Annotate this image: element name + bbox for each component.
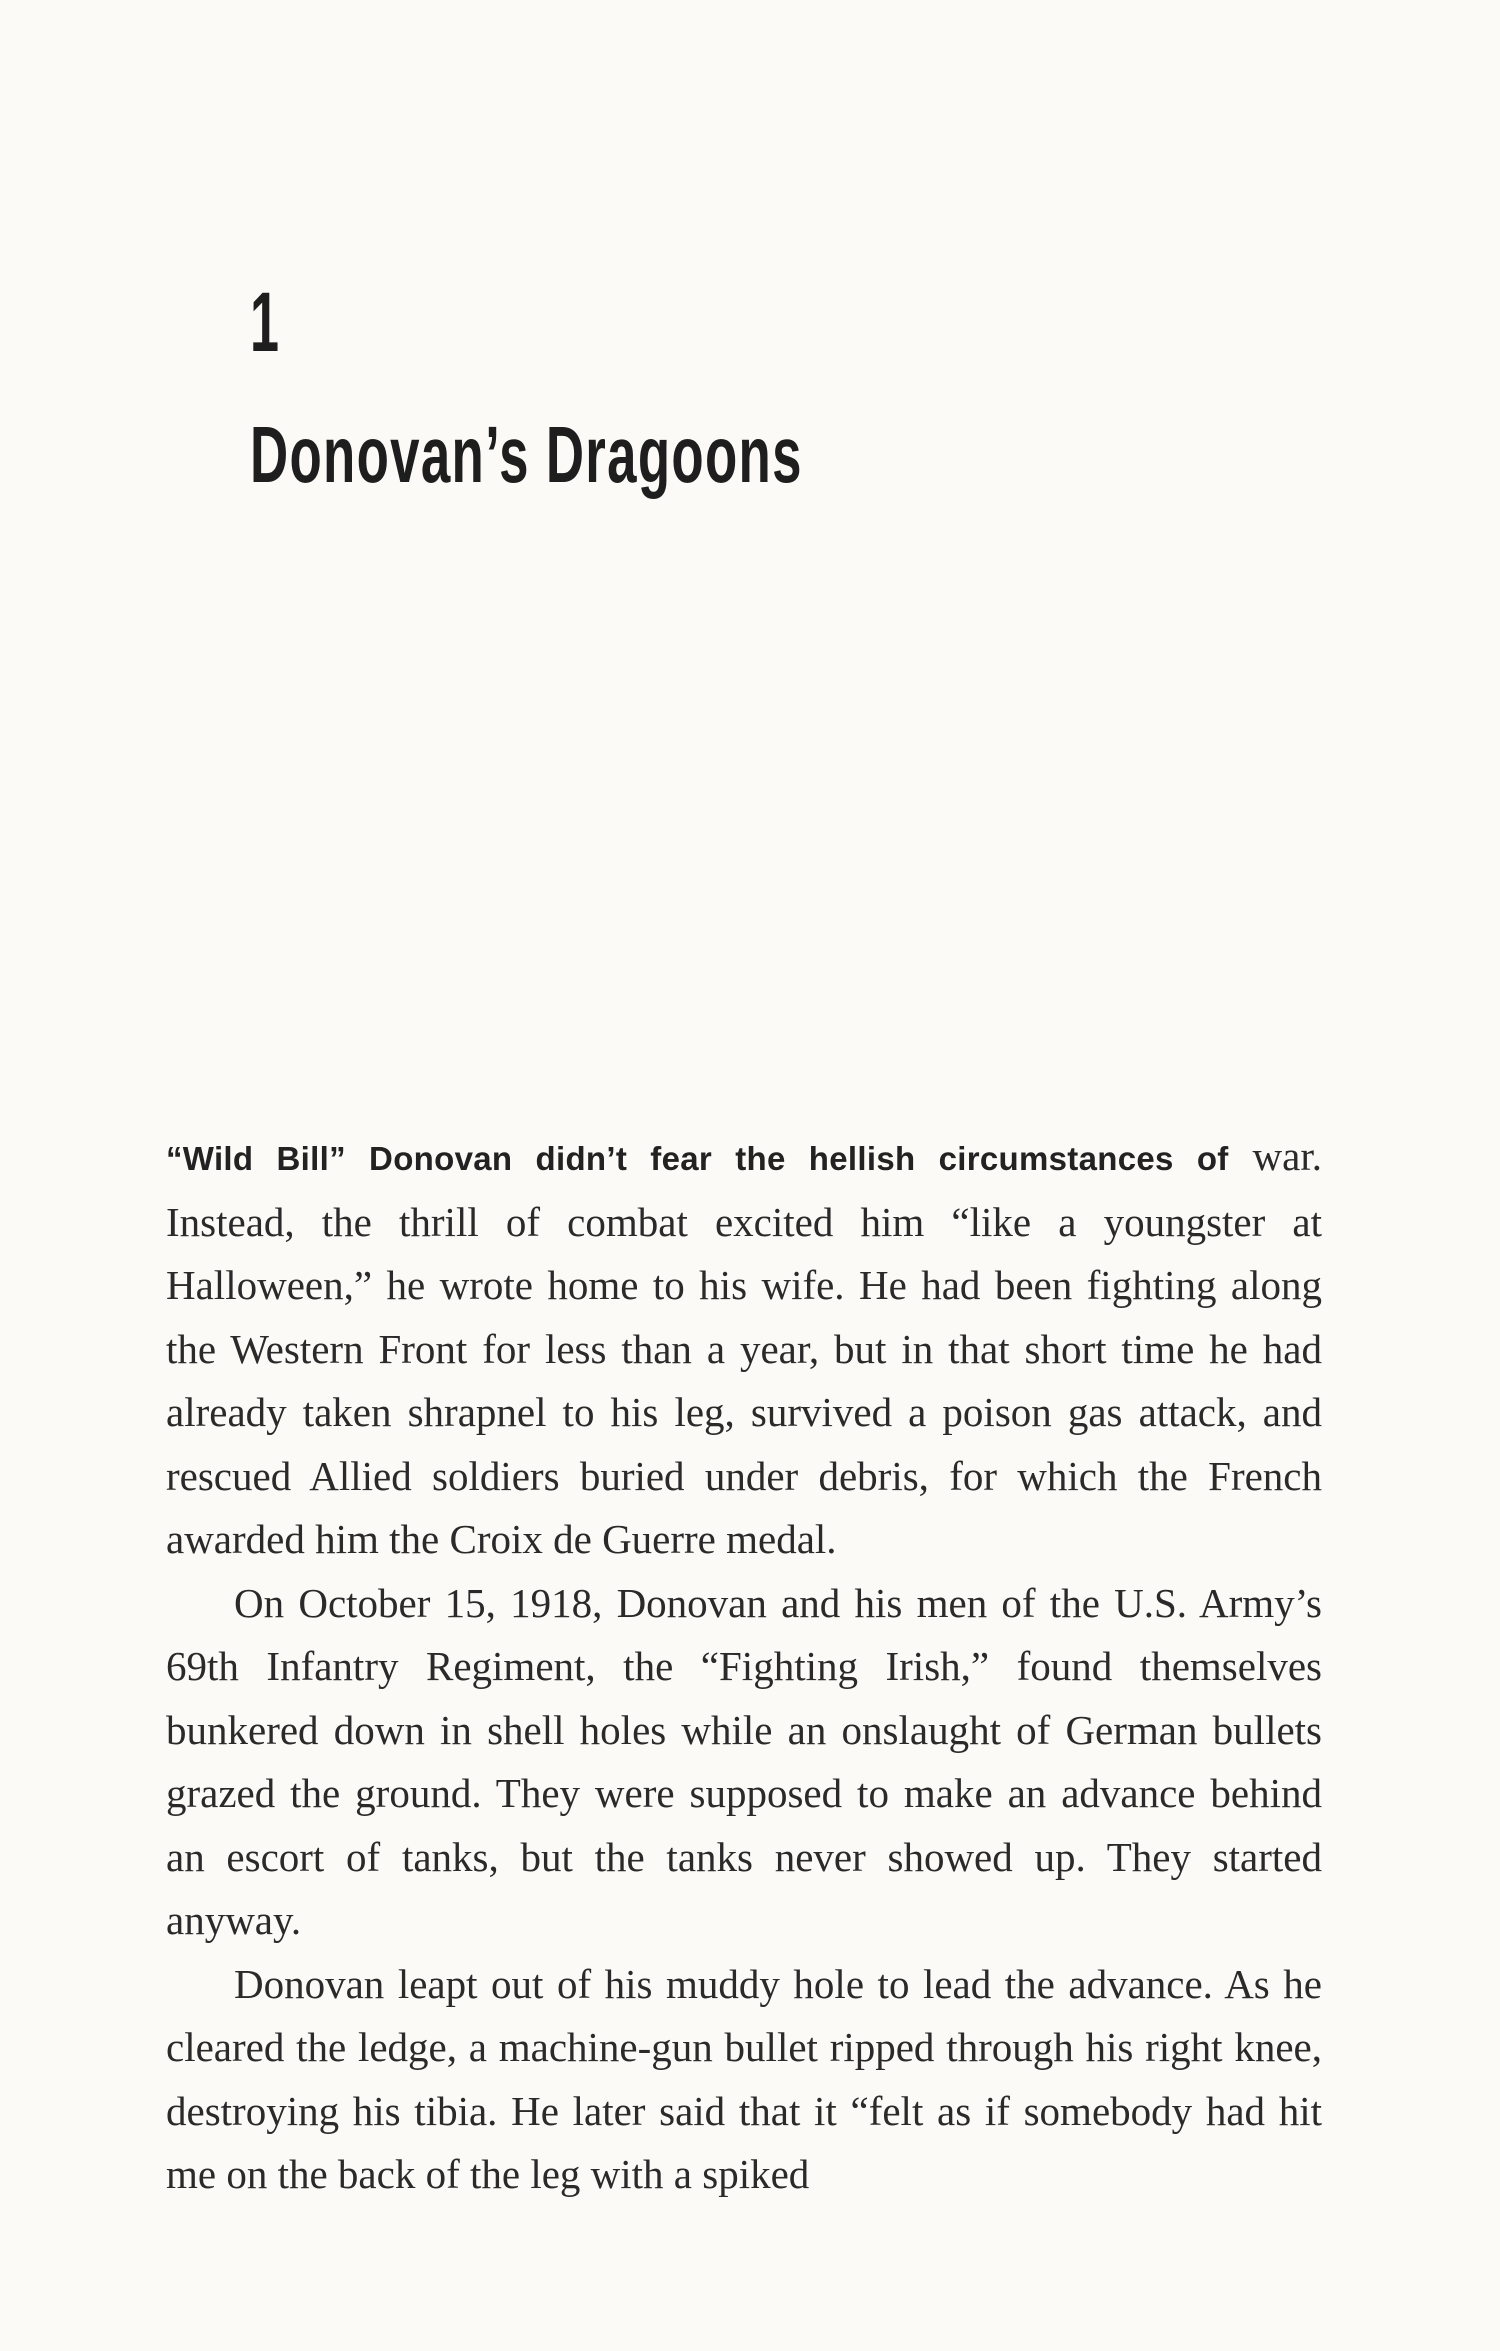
paragraph-1 (166, 1125, 1322, 1572)
paragraph-2: On October 15, 1918, Donovan and his men of the U.S. Army’s 69th Infantry Regiment, the “Fighting Irish,” found themselves bunkered down in shell holes while an onslaught of German bullets grazed the ground. They were supposed to make an advance behind an escort of tanks, but the tanks never showed up. They started anyway. (166, 1579, 1322, 1943)
chapter-title: Donovan’s Dragoons (250, 410, 803, 499)
lead-in-text: “Wild Bill” Donovan didn’t fear the hellish circumstances of (166, 1140, 1229, 1177)
paragraph-3: Donovan leapt out of his muddy hole to lead the advance. As he cleared the ledge, a machine-gun bullet ripped through his right knee, destroying his tibia. He later said that it “felt as if somebody had hit me on the back of the leg with a spiked (166, 1960, 1322, 2197)
chapter-body (166, 1125, 1322, 2207)
paragraph-1-text: war. Instead, the thrill of combat excited him “like a youngster at Halloween,” he wrote home to his wife. He had been fighting along the Western Front for less than a year, but in that short time he had already taken shrapnel to his leg, survived a poison gas attack, and rescued Allied soldiers buried under debris, for which the French awarded him the Croix de Guerre medal. (166, 1133, 1323, 1562)
chapter-number: 1 (250, 275, 280, 369)
